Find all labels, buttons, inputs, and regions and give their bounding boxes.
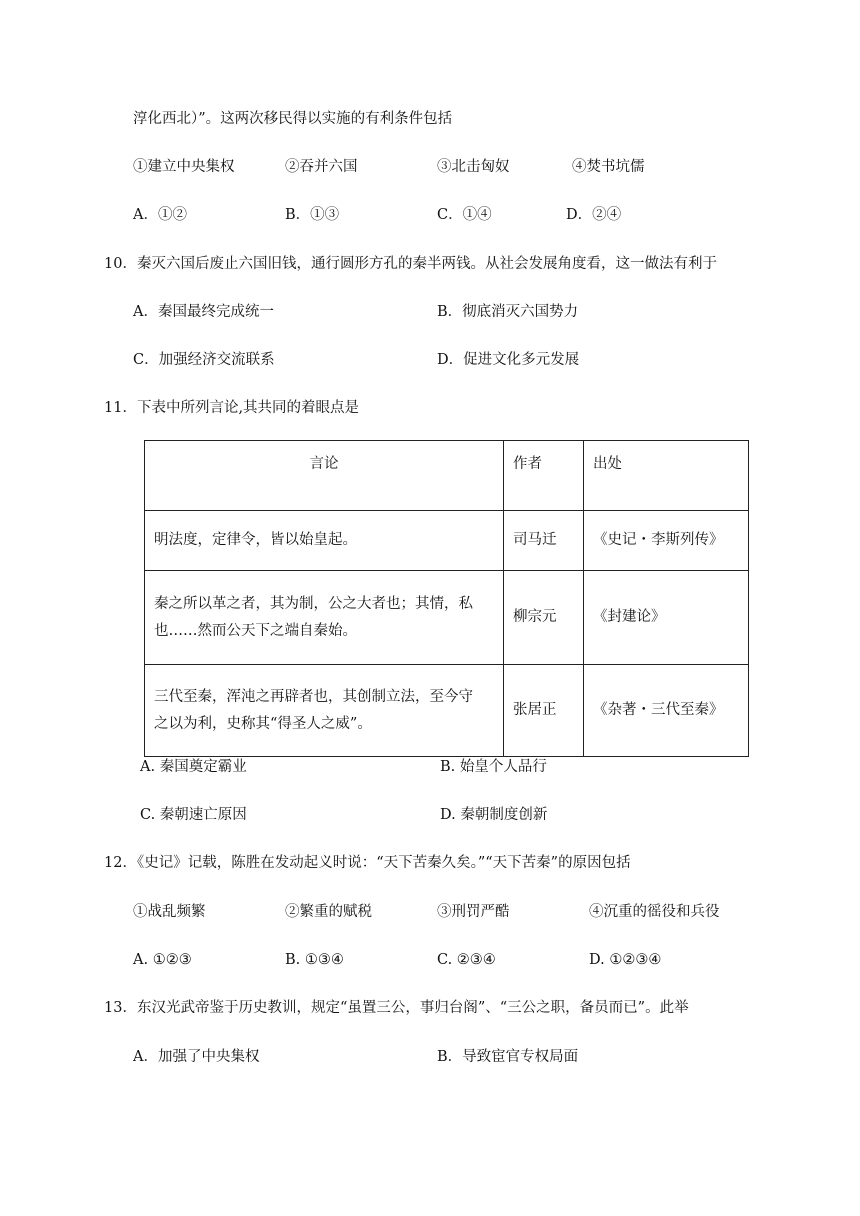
author-cell: 柳宗元 — [504, 571, 584, 665]
quote-line: 明法度，定律令，皆以始皇起。 — [154, 532, 357, 548]
q11-stem: 11．下表中所列言论,其共同的着眼点是 — [104, 400, 360, 416]
q9-option-b: B．①③ — [285, 207, 340, 223]
q10-option-b: B．彻底消灭六国势力 — [437, 304, 579, 320]
table-header-row — [145, 441, 749, 511]
source-cell: 《封建论》 — [584, 571, 749, 665]
q11-option-d: D. 秦朝制度创新 — [440, 807, 548, 823]
q12-item-1: ①战乱频繁 — [133, 904, 206, 920]
q10-stem: 10．秦灭六国后废止六国旧钱，通行圆形方孔的秦半两钱。从社会发展角度看，这一做法有利于 — [104, 256, 717, 272]
q9-option-a: A．①② — [133, 207, 187, 223]
q9-item-2: ②吞并六国 — [285, 159, 358, 175]
q11-option-a: A. 秦国奠定霸业 — [140, 759, 247, 775]
quote-cell — [145, 511, 504, 571]
author-cell: 张居正 — [504, 665, 584, 757]
quote-cell — [145, 571, 504, 665]
q12-option-d: D. ①②③④ — [589, 952, 662, 968]
quote-line: 秦之所以革之者，其为制，公之大者也；其情，私 — [154, 595, 473, 612]
q10-option-c: C．加强经济交流联系 — [133, 352, 275, 368]
table-row — [145, 665, 749, 757]
q9-option-c: C．①④ — [437, 207, 492, 223]
q9-stem-continuation: 淳化西北）”。这两次移民得以实施的有利条件包括 — [133, 111, 453, 127]
q12-stem: 12．《史记》记载，陈胜在发动起义时说：“天下苦秦久矣。”“天下苦秦”的原因包括 — [104, 855, 631, 871]
q9-item-1: ①建立中央集权 — [133, 159, 235, 175]
q11-option-b: B. 始皇个人品行 — [440, 759, 547, 775]
header-source: 出处 — [584, 441, 749, 511]
source-cell: 《杂著・三代至秦》 — [584, 665, 749, 757]
q11-option-c: C. 秦朝速亡原因 — [140, 807, 247, 823]
q9-option-d: D．②④ — [566, 207, 622, 223]
quote-line: 也……然而公天下之端自秦始。 — [154, 622, 357, 639]
quote-cell — [145, 665, 504, 757]
quote-line: 三代至秦，浑沌之再辟者也，其创制立法，至今守 — [154, 688, 473, 705]
q13-option-b: B．导致宦官专权局面 — [437, 1049, 579, 1065]
q10-option-d: D．促进文化多元发展 — [437, 352, 580, 368]
q10-option-a: A．秦国最终完成统一 — [133, 304, 274, 320]
q12-item-2: ②繁重的赋税 — [285, 904, 372, 920]
q12-option-b: B. ①③④ — [285, 952, 344, 968]
source-cell: 《史记・李斯列传》 — [584, 511, 749, 571]
author-cell: 司马迁 — [504, 511, 584, 571]
q13-option-a: A．加强了中央集权 — [133, 1049, 260, 1065]
q13-stem: 13．东汉光武帝鉴于历史教训，规定“虽置三公，事归台阁”、“三公之职，备员而已”。此举 — [104, 1000, 689, 1016]
table-row — [145, 511, 749, 571]
q12-option-c: C. ②③④ — [437, 952, 496, 968]
q12-option-a: A. ①②③ — [133, 952, 192, 968]
q12-item-4: ④沉重的徭役和兵役 — [589, 904, 720, 920]
quotes-table — [144, 440, 749, 757]
header-author: 作者 — [504, 441, 584, 511]
header-quote: 言论 — [145, 441, 504, 511]
q9-item-4: ④焚书坑儒 — [572, 159, 645, 175]
q12-item-3: ③刑罚严酷 — [437, 904, 510, 920]
table-row — [145, 571, 749, 665]
quote-line: 之以为利，史称其“得圣人之威”。 — [154, 715, 372, 732]
q9-item-3: ③北击匈奴 — [437, 159, 510, 175]
